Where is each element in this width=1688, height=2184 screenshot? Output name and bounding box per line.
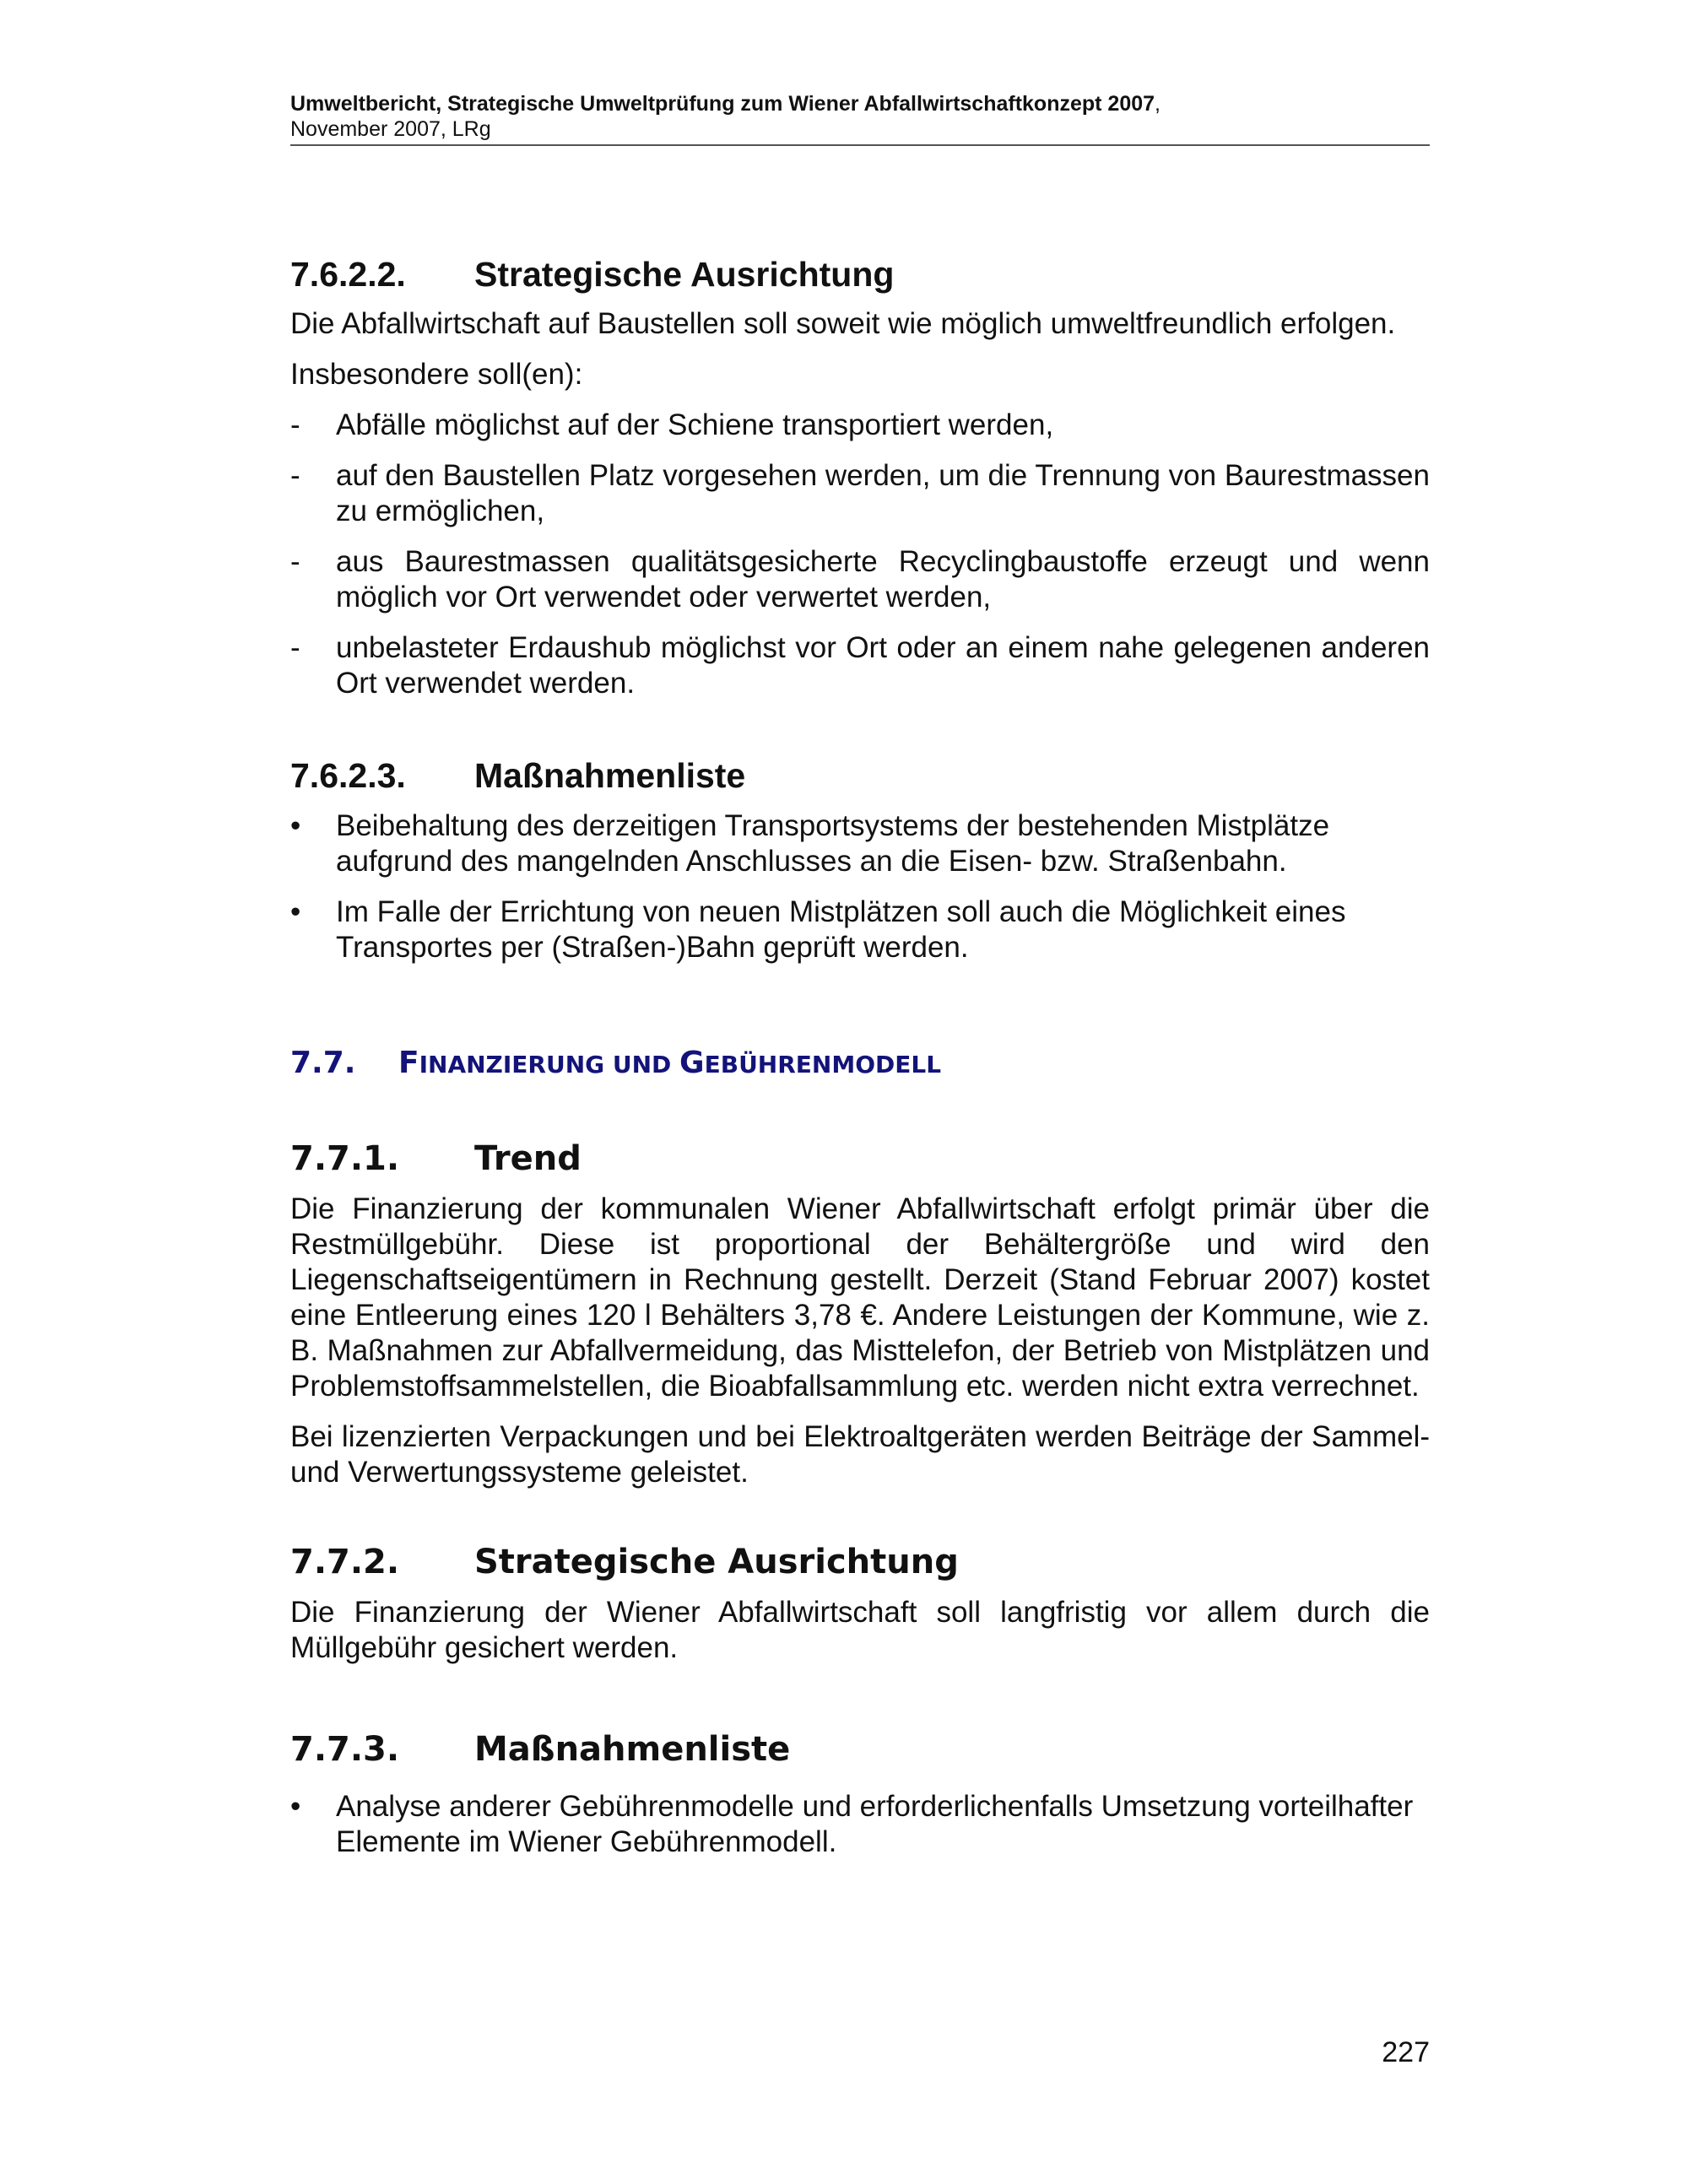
heading-7622	[290, 253, 1430, 295]
list-item-text: aus Baurestmassen qualitätsgesicherte Recyclingbaustoffe erzeugt und wenn möglich vor Ort verwendet oder verwertet werden,	[336, 545, 1430, 614]
header-title-comma: ,	[1155, 92, 1160, 116]
heading-771	[290, 1138, 1430, 1180]
heading-772	[290, 1541, 1430, 1583]
list-item-text: Abfälle möglichst auf der Schiene transportiert werden,	[336, 408, 1054, 441]
list-item	[290, 895, 1430, 965]
dash-marker: -	[290, 459, 300, 492]
heading-number: 7.7.1.	[290, 1139, 400, 1178]
heading-number: 7.7.2.	[290, 1543, 400, 1581]
dash-marker: -	[290, 545, 300, 578]
heading-title-initial: F	[398, 1046, 419, 1080]
paragraph: Die Abfallwirtschaft auf Baustellen soll soweit wie möglich umweltfreundlich erfolgen.	[290, 307, 1396, 340]
header-title: Umweltbericht, Strategische Umweltprüfung zum Wiener Abfallwirtschaftkonzept 2007	[290, 92, 1155, 116]
list-item	[290, 1789, 1430, 1860]
heading-title-smallcaps: EBÜHRENMODELL	[704, 1051, 942, 1078]
list-item-text: Analyse anderer Gebührenmodelle und erforderlichenfalls Umsetzung vorteilhafter Elemente im Wiener Gebührenmodell.	[336, 1790, 1414, 1858]
header-title-line	[290, 91, 1430, 117]
heading-number: 7.7.3.	[290, 1730, 400, 1769]
list-item	[290, 408, 1430, 443]
list-item	[290, 458, 1430, 529]
heading-number: 7.6.2.3.	[290, 756, 406, 795]
list-item-text: unbelasteter Erdaushub möglichst vor Ort oder an einem nahe gelegenen anderen Ort verwendet werden.	[336, 631, 1430, 700]
heading-number: 7.7.	[290, 1046, 356, 1080]
list-item	[290, 544, 1430, 615]
paragraph: Bei lizenzierten Verpackungen und bei Elektroaltgeräten werden Beiträge der Sammel- und Verwertungssysteme geleistet.	[290, 1420, 1430, 1489]
bullet-marker: •	[290, 1790, 301, 1823]
heading-773	[290, 1728, 1430, 1770]
list-item-text: Im Falle der Errichtung von neuen Mistplätzen soll auch die Möglichkeit eines Transportes per (Straßen-)Bahn geprüft werden.	[336, 895, 1346, 964]
bullet-list	[290, 808, 1430, 965]
paragraph: Die Finanzierung der Wiener Abfallwirtschaft soll langfristig vor allem durch die Müllgebühr gesichert werden.	[290, 1596, 1430, 1664]
page-content	[290, 253, 1430, 1860]
bullet-marker: •	[290, 895, 301, 928]
dash-list	[290, 408, 1430, 701]
list-item	[290, 630, 1430, 701]
list-item-text: Beibehaltung des derzeitigen Transportsystems der bestehenden Mistplätze aufgrund des mangelnden Anschlusses an die Eisen- bzw. Straßenbahn.	[336, 809, 1330, 878]
dash-marker: -	[290, 631, 300, 664]
paragraph: Insbesondere soll(en):	[290, 358, 583, 391]
heading-77	[290, 1045, 1430, 1084]
header-subtitle: November 2007, LRg	[290, 117, 491, 141]
heading-7623	[290, 754, 1430, 797]
list-item	[290, 808, 1430, 879]
dash-marker: -	[290, 408, 300, 441]
list-item-text: auf den Baustellen Platz vorgesehen werden, um die Trennung von Baurestmassen zu ermöglichen,	[336, 459, 1430, 527]
heading-title: Strategische Ausrichtung	[474, 255, 895, 294]
bullet-marker: •	[290, 809, 301, 842]
heading-number: 7.6.2.2.	[290, 255, 406, 294]
heading-title: Maßnahmenliste	[474, 1730, 791, 1769]
bullet-list	[290, 1789, 1430, 1860]
heading-title-smallcaps: INANZIERUNG UND	[419, 1051, 680, 1078]
heading-title: Trend	[474, 1139, 582, 1178]
paragraph: Die Finanzierung der kommunalen Wiener Abfallwirtschaft erfolgt primär über die Restmüllgebühr. Diese ist proportional der Behältergröße und wird den Liegenschaftseigentümern in Rechnung gestellt. Derzeit (Stand Februar 2007) kostet eine Entleerung eines 120 l Behälters 3,78 €. Andere Leistungen der Kommune, wie z. B. Maßnahmen zur Abfallvermeidung, das Misttelefon, der Betrieb von Mistplätzen und Problemstoffsammelstellen, die Bioabfallsammlung etc. werden nicht extra verrechnet.	[290, 1192, 1430, 1403]
page-number: 227	[1382, 2036, 1430, 2068]
running-header	[290, 91, 1430, 146]
heading-title-initial: G	[679, 1046, 705, 1080]
heading-title: Maßnahmenliste	[474, 756, 746, 795]
heading-title: Strategische Ausrichtung	[474, 1543, 959, 1581]
